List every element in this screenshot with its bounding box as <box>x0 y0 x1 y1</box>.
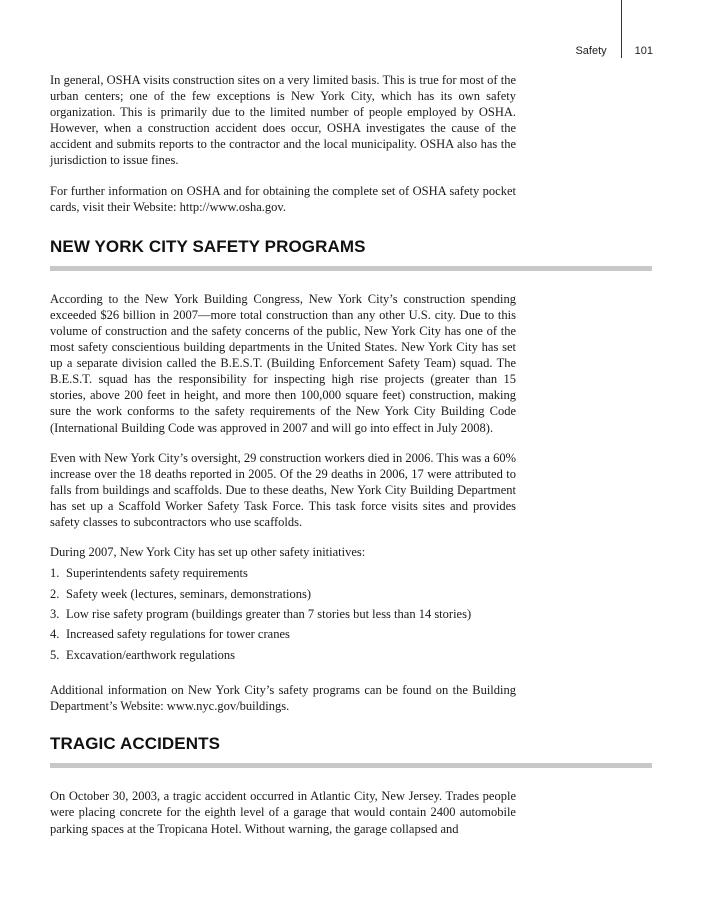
list-item <box>50 624 516 644</box>
list-item <box>50 645 516 665</box>
osha-paragraph-1: In general, OSHA visits construction sites on a very limited basis. This is true for most of the urban centers; one of the few exceptions is New York City, which has its own safety organization. This is primarily due to the limited number of people employed by OSHA. However, when a construction accident does occur, OSHA investigates the cause of the accident and submits reports to the contractor and the local municipality. OSHA also has the jurisdiction to issue fines. <box>50 73 516 168</box>
nyc-paragraph-3: Additional information on New York City’s safety programs can be found on the Building Department’s Website: www.nyc.gov/buildings. <box>50 683 516 714</box>
main-content <box>50 72 516 837</box>
list-item-text: Superintendents safety requirements <box>66 566 248 581</box>
list-item-number: 4. <box>50 627 60 642</box>
tragic-section-heading: TRAGIC ACCIDENTS <box>50 734 221 754</box>
nyc-paragraph-2: Even with New York City’s oversight, 29 construction workers died in 2006. This was a 60% increase over the 18 deaths reported in 2005. Of the 29 deaths in 2006, 17 were attributed to falls from buildings and scaffolds. Due to these deaths, New York City Building Department has set up a Scaffold Worker Safety Task Force. This task force visits sites and provides safety classes to subcontractors who use scaffolds. <box>50 450 516 529</box>
running-header <box>575 45 653 57</box>
list-item <box>50 604 516 624</box>
list-item <box>50 563 516 583</box>
list-item-number: 2. <box>50 586 60 601</box>
list-item-text: Excavation/earthwork regulations <box>66 647 236 662</box>
initiatives-list <box>50 563 516 665</box>
running-header-section: Safety <box>575 45 607 57</box>
list-item <box>50 584 516 604</box>
nyc-paragraph-1: According to the New York Building Congress, New York City’s construction spending exceeded $26 billion in 2007—more total construction than any other U.S. city. Due to this volume of construction and the safety concerns of the public, New York City has one of the most safety conscientious building departments in the United States. New York City has set up a separate division called the B.E.S.T. (Building Enforcement Safety Team) squad. The B.E.S.T. squad has the responsibility for inspecting high rise projects (greater than 15 stories, above 200 feet in height, and more then 100,000 square feet) construction, making sure the work conforms to the safety requirements of the New York City Building Code (International Building Code was approved in 2007 and will go into effect in July 2008). <box>50 291 516 435</box>
osha-paragraph-2: For further information on OSHA and for obtaining the complete set of OSHA safety pocket cards, visit their Website: http://www.osha.gov. <box>50 183 516 214</box>
list-item-text: Low rise safety program (buildings greater than 7 stories but less than 14 stories) <box>66 606 472 621</box>
list-item-text: Safety week (lectures, seminars, demonstrations) <box>66 586 312 601</box>
initiatives-intro: During 2007, New York City has set up other safety initiatives: <box>50 545 366 560</box>
page-number: 101 <box>634 45 653 57</box>
list-item-number: 5. <box>50 647 60 662</box>
list-item-number: 1. <box>50 566 60 581</box>
list-item-number: 3. <box>50 606 60 621</box>
nyc-section-heading: NEW YORK CITY SAFETY PROGRAMS <box>50 236 366 256</box>
list-item-text: Increased safety regulations for tower cranes <box>66 627 290 642</box>
tragic-paragraph-1: On October 30, 2003, a tragic accident occurred in Atlantic City, New Jersey. Trades people were placing concrete for the eighth level of a garage that would contain 2400 automobile parking spaces at the Tropicana Hotel. Without warning, the garage collapsed and <box>50 789 516 836</box>
